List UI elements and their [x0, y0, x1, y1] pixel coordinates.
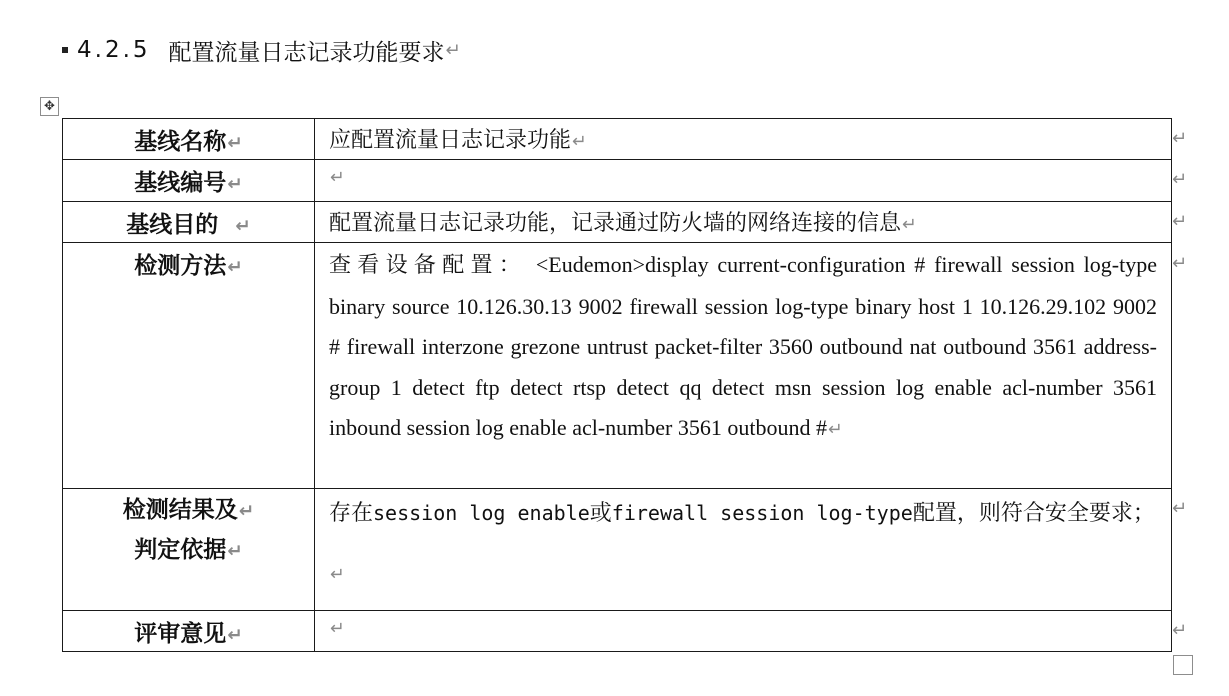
table-move-handle-icon[interactable]: ✥: [40, 97, 59, 116]
row-value[interactable]: ↵: [315, 160, 1172, 202]
table-row: [63, 202, 1172, 243]
paragraph-mark: ↵: [445, 39, 461, 61]
row-end-mark: ↵: [1172, 169, 1188, 190]
row-value[interactable]: 配置流量日志记录功能，记录通过防火墙的网络连接的信息↵: [315, 202, 1172, 243]
row-end-mark: ↵: [1172, 498, 1188, 519]
row-value[interactable]: [315, 243, 1172, 489]
row-label: 基线编号↵: [63, 160, 315, 202]
table-row: [63, 119, 1172, 160]
heading-bullet: [62, 47, 68, 53]
row-label: 检测方法↵: [63, 243, 315, 489]
table-row: [63, 489, 1172, 611]
row-end-mark: ↵: [1172, 128, 1188, 149]
row-value[interactable]: ↵: [315, 611, 1172, 652]
row-label: 基线目的 ↵: [63, 202, 315, 243]
section-heading: [62, 34, 461, 66]
row-end-mark: ↵: [1172, 620, 1188, 641]
table-row: [63, 160, 1172, 202]
row-label: 检测结果及↵ 判定依据↵: [63, 489, 315, 611]
row-label: 评审意见↵: [63, 611, 315, 652]
result-criteria-text: 存在session log enable或firewall session log-type配置，则符合安全要求；↵: [329, 501, 1155, 585]
table-row: [63, 243, 1172, 489]
row-value[interactable]: [315, 489, 1172, 611]
row-label: 基线名称↵: [63, 119, 315, 160]
row-end-mark: ↵: [1172, 211, 1188, 232]
row-value[interactable]: 应配置流量日志记录功能↵: [315, 119, 1172, 160]
table-row: [63, 611, 1172, 652]
table-resize-handle[interactable]: [1173, 655, 1193, 675]
section-number: 4.2.5: [77, 37, 151, 63]
baseline-table: [62, 118, 1172, 652]
row-end-mark: ↵: [1172, 253, 1188, 274]
section-title: 配置流量日志记录功能要求: [168, 39, 445, 66]
check-method-text: 查看设备配置： <Eudemon>display current-configuration # firewall session log-type binary source 10.126.30.13 9002 firewall session log-type binary host 1 10.126.29.102 9002 # firewall interzone grezone untrust packet-filter 3560 outbound nat outbound 3561 address-group 1 detect ftp detect rtsp detect qq detect msn session log enable acl-number 3561 inbound session log enable acl-number 3561 outbound #↵: [329, 252, 1157, 440]
